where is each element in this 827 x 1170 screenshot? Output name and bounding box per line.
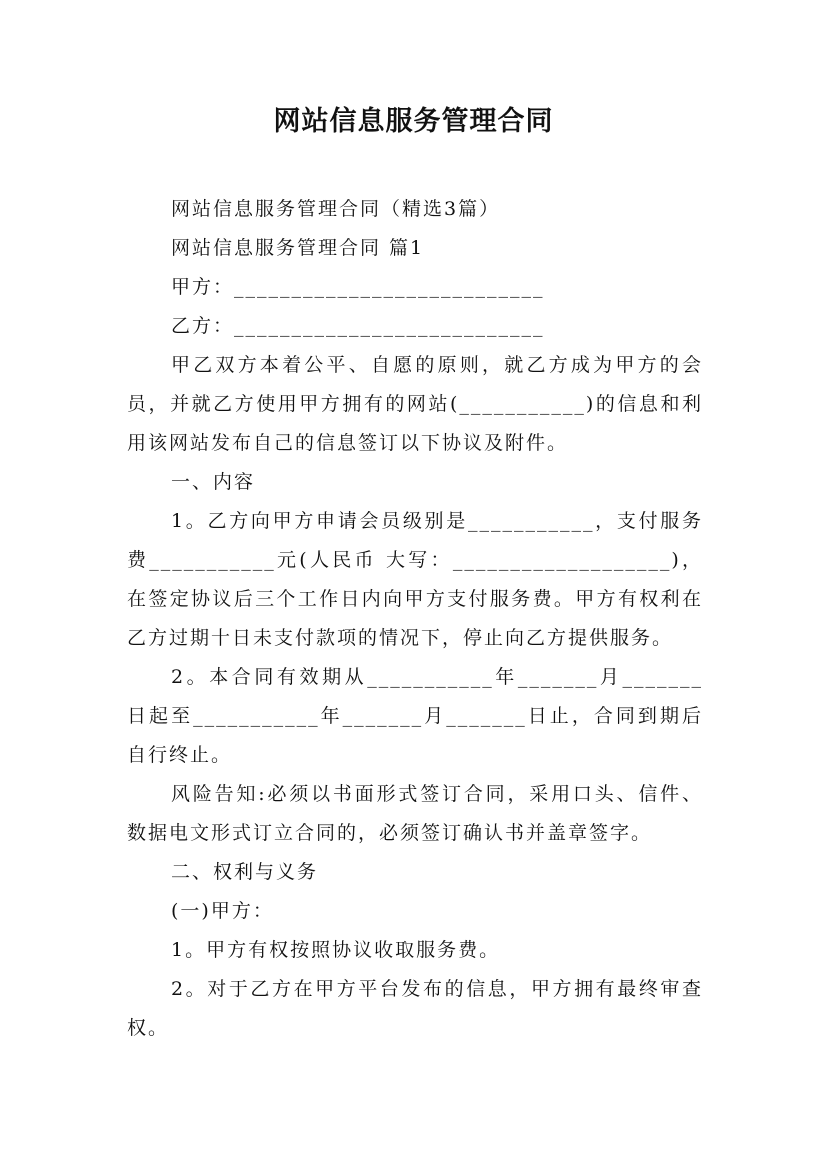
paragraph-risk-notice: 风险告知:必须以书面形式签订合同，采用口头、信件、数据电文形式订立合同的，必须签订确认书并盖章签字。 bbox=[127, 783, 703, 844]
paragraph-subtitle: 网站信息服务管理合同（精选3篇） bbox=[171, 198, 501, 220]
paragraph-party-b: 乙方：___________________________ bbox=[171, 315, 545, 337]
paragraph-section-heading: 网站信息服务管理合同 篇1 bbox=[171, 237, 425, 259]
paragraph-rights-2: 2。对于乙方在甲方平台发布的信息，甲方拥有最终审查权。 bbox=[127, 978, 703, 1039]
paragraph-clause-2: 2。本合同有效期从___________年_______月_______日起至___________年_______月_______日止，合同到期后自行终止。 bbox=[127, 666, 703, 766]
paragraph-party-a-rights: (一)甲方： bbox=[171, 900, 274, 922]
paragraph-preamble: 甲乙双方本着公平、自愿的原则，就乙方成为甲方的会员，并就乙方使用甲方拥有的网站(___________)的信息和利用该网站发布自己的信息签订以下协议及附件。 bbox=[127, 354, 703, 454]
document-title: 网站信息服务管理合同 bbox=[273, 106, 554, 137]
document-body bbox=[127, 190, 703, 1048]
paragraph-party-a: 甲方：___________________________ bbox=[171, 276, 545, 298]
paragraph-rights-1: 1。甲方有权按照协议收取服务费。 bbox=[171, 939, 501, 961]
paragraph-heading-content: 一、内容 bbox=[171, 471, 256, 493]
paragraph-heading-rights: 二、权利与义务 bbox=[171, 861, 319, 883]
paragraph-clause-1: 1。乙方向甲方申请会员级别是___________，支付服务费___________元(人民币 大写：___________________)，在签定协议后三个工作日内向甲方支付服务费。甲方有权利在乙方过期十日未支付款项的情况下，停止向乙方提供服务。 bbox=[127, 510, 703, 649]
